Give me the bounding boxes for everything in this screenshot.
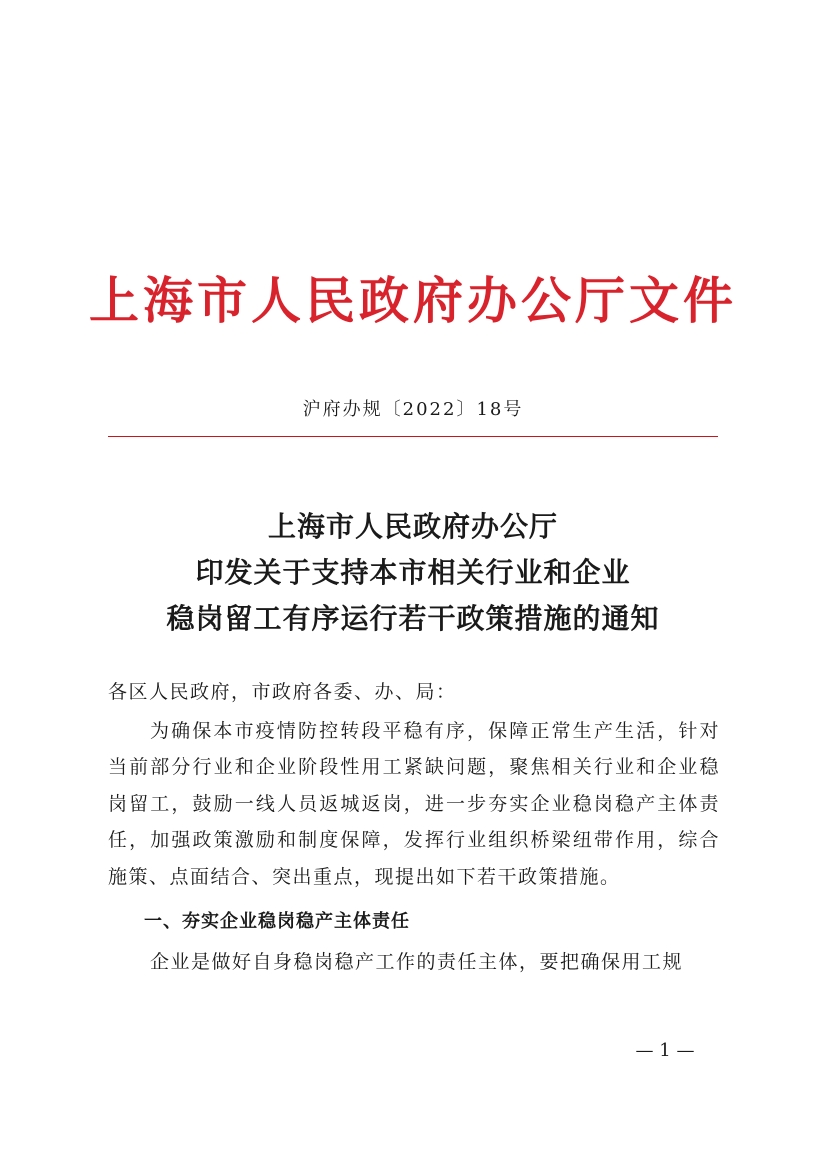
title-line-1: 上海市人民政府办公厅 xyxy=(267,510,558,543)
salutation: 各区人民政府，市政府各委、办、局： xyxy=(108,681,457,703)
document-number: 沪府办规〔2022〕18号 xyxy=(302,399,524,420)
notice-title xyxy=(0,504,826,642)
masthead-title: 上海市人民政府办公厅文件 xyxy=(89,271,737,330)
title-line-3: 稳岗留工有序运行若干政策措施的通知 xyxy=(166,602,660,635)
section-1-paragraph: 企业是做好自身稳岗稳产工作的责任主体，要把确保用工规 xyxy=(150,950,684,973)
title-line-2: 印发关于支持本市相关行业和企业 xyxy=(195,556,631,589)
section-heading-1: 一、夯实企业稳岗稳产主体责任 xyxy=(144,910,410,932)
document-body xyxy=(108,674,720,980)
red-separator-rule xyxy=(108,436,718,437)
intro-paragraph: 为确保本市疫情防控转段平稳有序，保障正常生产生活，针对当前部分行业和企业阶段性用工紧缺问题，聚焦相关行业和企业稳岗留工，鼓励一线人员返城返岗，进一步夯实企业稳岗稳产主体责任，加强政策激励和制度保障，发挥行业组织桥梁纽带作用，综合施策、点面结合、突出重点，现提出如下若干政策措施。 xyxy=(108,719,720,888)
page-number: — 1 — xyxy=(635,1040,695,1061)
